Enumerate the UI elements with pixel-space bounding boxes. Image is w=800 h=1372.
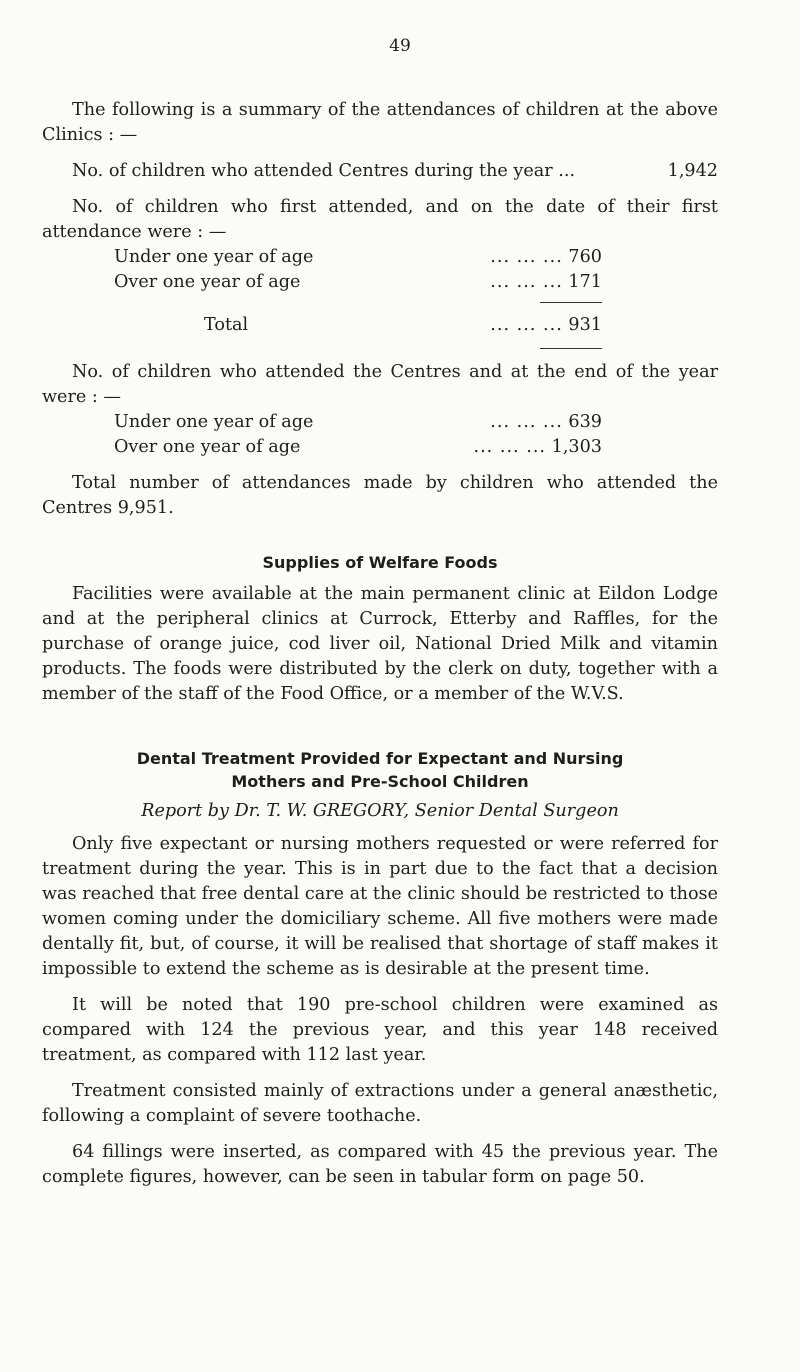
report-byline: Report by Dr. T. W. GREGORY, Senior Dental Surgeon <box>141 801 619 821</box>
row-value: 639 <box>568 412 602 432</box>
sum-rule-bottom <box>540 348 602 349</box>
end-of-year-intro: No. of children who attended the Centres and at the end of the year were : — <box>42 362 718 407</box>
end-under-one-row <box>114 410 602 435</box>
row-value: 760 <box>568 247 602 267</box>
attended-centres-line <box>42 159 718 184</box>
dental-paragraph-3: Treatment consisted mainly of extractions under a general anæsthetic, following a complaint of severe toothache. <box>42 1081 718 1126</box>
dental-paragraph-2: It will be noted that 190 pre-school children were examined as compared with 124 the previous year, and this year 148 received treatment, as compared with 112 last year. <box>42 995 718 1065</box>
row-label: Under one year of age <box>114 247 314 267</box>
dental-heading-line-2: Mothers and Pre-School Children <box>231 772 529 791</box>
total-attendances-paragraph: Total number of attendances made by children who attended the Centres 9,951. <box>42 473 718 518</box>
leader-dots: ... ... ... <box>490 315 563 335</box>
attended-centres-value: 1,942 <box>667 161 718 181</box>
row-label: Over one year of age <box>114 272 301 292</box>
dental-paragraph-4: 64 fillings were inserted, as compared with 45 the previous year. The complete figures, however, can be seen in tabular form on page 50. <box>42 1142 718 1187</box>
page-body <box>42 98 718 1190</box>
supplies-paragraph: Facilities were available at the main permanent clinic at Eildon Lodge and at the peripheral clinics at Currock, Etterby and Raffles, for the purchase of orange juice, cod liver oil, National Dried Milk and vitamin products. The foods were distributed by the clerk on duty, together with a member of the staff of the Food Office, or a member of the W.V.S. <box>42 584 718 704</box>
page-number: 49 <box>389 36 411 56</box>
leader-dots: ... ... ... <box>490 412 563 432</box>
first-under-one-row <box>114 245 602 270</box>
total-value: 931 <box>568 315 602 335</box>
row-value: 171 <box>568 272 602 292</box>
end-over-one-row <box>114 435 602 460</box>
first-over-one-row <box>114 270 602 295</box>
total-label: Total <box>204 315 249 335</box>
row-value: 1,303 <box>551 437 602 457</box>
first-total-row <box>114 313 602 338</box>
dental-paragraph-1: Only five expectant or nursing mothers requested or were referred for treatment during the year. This is in part due to the fact that a decision was reached that free dental care at the clinic should be restricted to those women coming under the domiciliary scheme. All five mothers were made dentally fit, but, of course, it will be realised that shortage of staff makes it impossible to extend the scheme as is desirable at the present time. <box>42 834 718 979</box>
first-attended-intro: No. of children who first attended, and on the date of their first attendance were : — <box>42 197 718 242</box>
attended-centres-label: No. of children who attended Centres during the year ... <box>72 161 576 181</box>
sum-rule-top <box>540 302 602 303</box>
row-label: Over one year of age <box>114 437 301 457</box>
intro-paragraph: The following is a summary of the attendances of children at the above Clinics : — <box>42 100 718 145</box>
supplies-heading: Supplies of Welfare Foods <box>262 553 498 572</box>
leader-dots: ... ... ... <box>473 437 547 457</box>
dental-heading-line-1: Dental Treatment Provided for Expectant and Nursing <box>136 749 624 768</box>
row-label: Under one year of age <box>114 412 314 432</box>
leader-dots: ... ... ... <box>490 272 563 292</box>
leader-dots: ... ... ... <box>490 247 563 267</box>
